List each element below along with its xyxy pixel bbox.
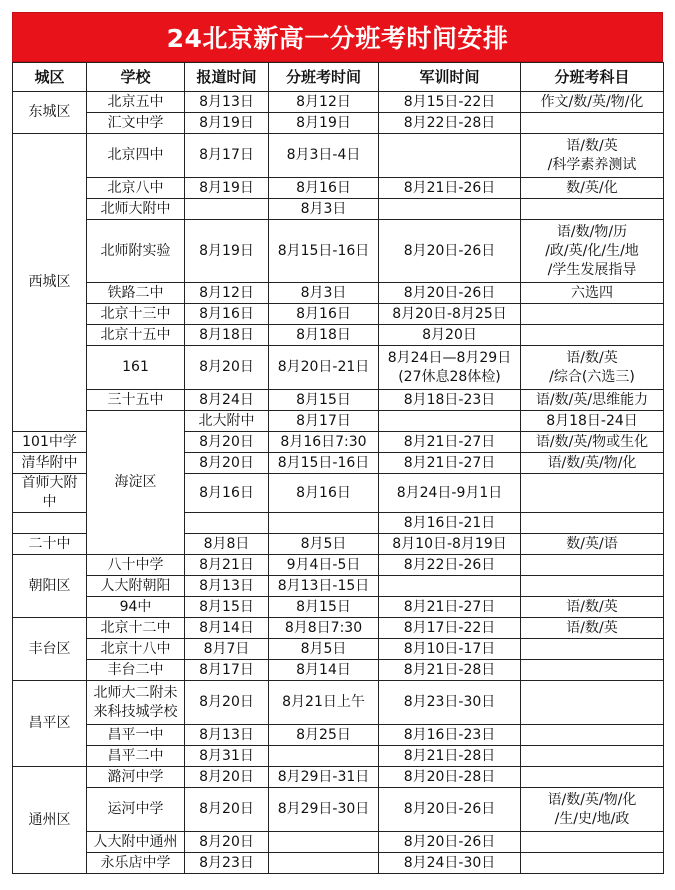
school-cell: 北师附实验 <box>87 220 185 283</box>
exam-subjects-cell <box>521 832 664 853</box>
report-time-cell: 8月13日 <box>185 725 269 746</box>
training-time-cell: 8月21日-27日 <box>379 597 521 618</box>
report-time-cell: 8月23日 <box>185 853 269 874</box>
school-cell: 汇文中学 <box>87 113 185 134</box>
training-time-cell: 8月17日-22日 <box>379 618 521 639</box>
header-training-time: 军训时间 <box>379 63 521 92</box>
report-time-cell: 8月20日 <box>185 767 269 788</box>
exam-subjects-cell: 数/英/化 <box>521 178 664 199</box>
school-cell: 铁路二中 <box>87 283 185 304</box>
exam-subjects-cell: 语/数/物/历 /政/英/化/生/地 /学生发展指导 <box>521 220 664 283</box>
training-time-cell <box>379 576 521 597</box>
school-cell: 161 <box>87 346 185 390</box>
training-time-cell: 8月20日-26日 <box>379 788 521 832</box>
report-time-cell: 8月20日 <box>185 432 269 453</box>
table-row <box>13 725 664 746</box>
exam-time-cell: 8月29日-31日 <box>269 767 379 788</box>
training-time-cell: 8月23日-30日 <box>379 681 521 725</box>
exam-time-cell: 8月3日-4日 <box>269 134 379 178</box>
exam-subjects-cell: 六选四 <box>521 283 664 304</box>
exam-time-cell: 8月5日 <box>269 639 379 660</box>
school-cell: 北京十八中 <box>87 639 185 660</box>
training-time-cell: 8月21日-26日 <box>379 178 521 199</box>
school-cell: 北京十二中 <box>87 618 185 639</box>
school-cell: 昌平一中 <box>87 725 185 746</box>
training-time-cell: 8月18日-23日 <box>379 390 521 411</box>
school-cell: 北大附中 <box>185 411 269 432</box>
school-cell: 101中学 <box>13 432 87 453</box>
school-cell: 昌平二中 <box>87 746 185 767</box>
report-time-cell: 8月20日 <box>185 788 269 832</box>
training-time-cell: 8月20日-26日 <box>379 832 521 853</box>
report-time-cell: 8月20日 <box>185 832 269 853</box>
exam-subjects-cell <box>521 513 664 534</box>
exam-subjects-cell: 语/数/英/物/化 <box>521 453 664 474</box>
exam-time-cell: 8月8日7:30 <box>269 618 379 639</box>
school-cell: 人大附朝阳 <box>87 576 185 597</box>
school-cell: 潞河中学 <box>87 767 185 788</box>
training-time-cell: 8月20日 <box>379 325 521 346</box>
report-time-cell: 8月16日 <box>185 304 269 325</box>
exam-time-cell: 8月3日 <box>269 199 379 220</box>
exam-time-cell: 8月21日上午 <box>269 681 379 725</box>
training-time-cell: 8月24日-30日 <box>379 853 521 874</box>
training-time-cell: 8月22日-26日 <box>379 555 521 576</box>
report-time-cell: 8月18日 <box>185 325 269 346</box>
exam-subjects-cell <box>521 199 664 220</box>
exam-subjects-cell: 语/数/英/物或生化 <box>521 432 664 453</box>
header-school: 学校 <box>87 63 185 92</box>
training-time-cell: 8月21日-27日 <box>379 453 521 474</box>
training-time-cell: 8月16日-21日 <box>379 513 521 534</box>
exam-time-cell: 8月15日-16日 <box>269 220 379 283</box>
school-cell: 运河中学 <box>87 788 185 832</box>
exam-subjects-cell: 语/数/英/思维能力 <box>521 390 664 411</box>
district-cell: 通州区 <box>13 767 87 874</box>
district-cell: 丰台区 <box>13 618 87 681</box>
district-cell: 昌平区 <box>13 681 87 767</box>
header-exam-time: 分班考时间 <box>269 63 379 92</box>
school-cell: 北京四中 <box>87 134 185 178</box>
report-time-cell: 8月12日 <box>185 283 269 304</box>
training-time-cell: 8月15日-22日 <box>379 92 521 113</box>
report-time-cell <box>185 199 269 220</box>
training-time-cell: 8月16日-23日 <box>379 725 521 746</box>
exam-subjects-cell <box>521 113 664 134</box>
training-time-cell: 8月21日-28日 <box>379 660 521 681</box>
report-time-cell: 8月17日 <box>185 134 269 178</box>
school-cell: 永乐店中学 <box>87 853 185 874</box>
exam-subjects-cell <box>521 576 664 597</box>
exam-time-cell: 8月5日 <box>269 534 379 555</box>
exam-time-cell: 8月18日 <box>269 325 379 346</box>
report-time-cell: 8月15日 <box>185 597 269 618</box>
table-row <box>13 92 664 113</box>
report-time-cell: 8月17日 <box>269 411 379 432</box>
header-district: 城区 <box>13 63 87 92</box>
school-cell: 首师大附中 <box>13 474 87 513</box>
training-time-cell: 8月21日-27日 <box>379 432 521 453</box>
table-row <box>13 746 664 767</box>
report-time-cell: 8月24日 <box>185 390 269 411</box>
exam-time-cell: 8月20日-21日 <box>269 346 379 390</box>
school-cell <box>13 513 87 534</box>
training-time-cell: 8月10日-8月19日 <box>379 534 521 555</box>
exam-time-cell: 8月15日 <box>269 597 379 618</box>
table-row <box>13 346 664 390</box>
table-row <box>13 113 664 134</box>
table-row <box>13 220 664 283</box>
training-time-cell: 8月24日—8月29日 (27休息28体检) <box>379 346 521 390</box>
table-row <box>13 555 664 576</box>
exam-subjects-cell: 语/数/英 /科学素养测试 <box>521 134 664 178</box>
district-cell: 海淀区 <box>87 411 185 555</box>
page-title: 24北京新高一分班考时间安排 <box>12 12 663 62</box>
report-time-cell: 8月20日 <box>185 453 269 474</box>
training-time-cell: 8月20日-26日 <box>379 283 521 304</box>
table-row <box>13 597 664 618</box>
report-time-cell: 8月17日 <box>185 660 269 681</box>
table-row <box>13 576 664 597</box>
table-row <box>13 660 664 681</box>
exam-time-cell: 9月4日-5日 <box>269 555 379 576</box>
training-time-cell: 8月20日-26日 <box>379 220 521 283</box>
exam-subjects-cell <box>521 746 664 767</box>
table-row <box>13 639 664 660</box>
table-row <box>13 199 664 220</box>
exam-time-cell: 8月15日 <box>269 390 379 411</box>
table-row <box>13 390 664 411</box>
table-row <box>13 832 664 853</box>
training-time-cell: 8月20日-8月25日 <box>379 304 521 325</box>
exam-time-cell: 8月19日 <box>269 113 379 134</box>
exam-time-cell <box>269 746 379 767</box>
schedule-sheet <box>12 12 663 882</box>
table-row <box>13 618 664 639</box>
table-row <box>13 134 664 178</box>
training-time-cell: 8月24日-9月1日 <box>379 474 521 513</box>
exam-subjects-cell <box>521 660 664 681</box>
exam-time-cell: 8月13日-15日 <box>269 576 379 597</box>
report-time-cell: 8月20日 <box>185 681 269 725</box>
school-cell: 三十五中 <box>87 390 185 411</box>
exam-subjects-cell <box>521 555 664 576</box>
table-row <box>13 325 664 346</box>
training-time-cell: 8月10日-17日 <box>379 639 521 660</box>
exam-subjects-cell: 语/数/英 <box>521 597 664 618</box>
exam-subjects-cell: 数/英/语 <box>521 534 664 555</box>
school-cell: 八十中学 <box>87 555 185 576</box>
exam-time-cell <box>269 513 379 534</box>
table-body <box>13 92 664 874</box>
exam-subjects-cell <box>521 304 664 325</box>
exam-time-cell: 8月16日7:30 <box>269 432 379 453</box>
exam-subjects-cell <box>521 474 664 513</box>
header-exam-subjects: 分班考科目 <box>521 63 664 92</box>
exam-subjects-cell <box>521 681 664 725</box>
report-time-cell: 8月19日 <box>185 220 269 283</box>
report-time-cell: 8月21日 <box>185 555 269 576</box>
report-time-cell: 8月13日 <box>185 576 269 597</box>
report-time-cell: 8月19日 <box>185 178 269 199</box>
exam-subjects-cell: 语/数/英/物/化 /生/史/地/政 <box>521 788 664 832</box>
exam-time-cell <box>269 853 379 874</box>
report-time-cell: 8月19日 <box>185 113 269 134</box>
table-row <box>13 283 664 304</box>
training-time-cell: 8月22日-28日 <box>379 113 521 134</box>
exam-subjects-cell <box>521 725 664 746</box>
table-row <box>13 788 664 832</box>
exam-time-cell: 8月29日-30日 <box>269 788 379 832</box>
table-row <box>13 178 664 199</box>
exam-time-cell: 8月15日-16日 <box>269 453 379 474</box>
report-time-cell: 8月14日 <box>185 618 269 639</box>
exam-subjects-cell <box>521 639 664 660</box>
table-row <box>13 853 664 874</box>
training-time-cell <box>379 199 521 220</box>
report-time-cell: 8月13日 <box>185 92 269 113</box>
exam-time-cell <box>379 411 521 432</box>
school-cell: 丰台二中 <box>87 660 185 681</box>
school-cell: 北京八中 <box>87 178 185 199</box>
table-row <box>13 304 664 325</box>
school-cell: 北京五中 <box>87 92 185 113</box>
school-cell: 人大附中通州 <box>87 832 185 853</box>
report-time-cell: 8月20日 <box>185 346 269 390</box>
school-cell: 北师大二附未 来科技城学校 <box>87 681 185 725</box>
school-cell: 北师大附中 <box>87 199 185 220</box>
exam-subjects-cell: 语/数/英 /综合(六选三) <box>521 346 664 390</box>
school-cell: 北京十三中 <box>87 304 185 325</box>
district-cell: 东城区 <box>13 92 87 134</box>
school-cell: 清华附中 <box>13 453 87 474</box>
exam-time-cell: 8月3日 <box>269 283 379 304</box>
training-time-cell <box>379 134 521 178</box>
exam-subjects-cell <box>521 325 664 346</box>
district-cell: 西城区 <box>13 134 87 432</box>
report-time-cell: 8月31日 <box>185 746 269 767</box>
training-time-cell: 8月18日-24日 <box>521 411 664 432</box>
table-row <box>13 411 664 432</box>
exam-subjects-cell: 语/数/英 <box>521 618 664 639</box>
exam-time-cell <box>269 832 379 853</box>
training-time-cell: 8月20日-28日 <box>379 767 521 788</box>
table-row <box>13 767 664 788</box>
exam-subjects-cell: 作文/数/英/物/化 <box>521 92 664 113</box>
table-row <box>13 681 664 725</box>
exam-subjects-cell <box>521 767 664 788</box>
exam-time-cell: 8月14日 <box>269 660 379 681</box>
training-time-cell: 8月21日-28日 <box>379 746 521 767</box>
exam-time-cell: 8月16日 <box>269 178 379 199</box>
school-cell: 二十中 <box>13 534 87 555</box>
report-time-cell: 8月8日 <box>185 534 269 555</box>
exam-time-cell: 8月16日 <box>269 474 379 513</box>
district-cell: 朝阳区 <box>13 555 87 618</box>
report-time-cell: 8月7日 <box>185 639 269 660</box>
report-time-cell <box>185 513 269 534</box>
exam-subjects-cell <box>521 853 664 874</box>
exam-time-cell: 8月25日 <box>269 725 379 746</box>
report-time-cell: 8月16日 <box>185 474 269 513</box>
table-header-row <box>13 63 664 92</box>
schedule-table <box>12 62 664 874</box>
header-report-time: 报道时间 <box>185 63 269 92</box>
school-cell: 北京十五中 <box>87 325 185 346</box>
exam-time-cell: 8月12日 <box>269 92 379 113</box>
exam-time-cell: 8月16日 <box>269 304 379 325</box>
school-cell: 94中 <box>87 597 185 618</box>
